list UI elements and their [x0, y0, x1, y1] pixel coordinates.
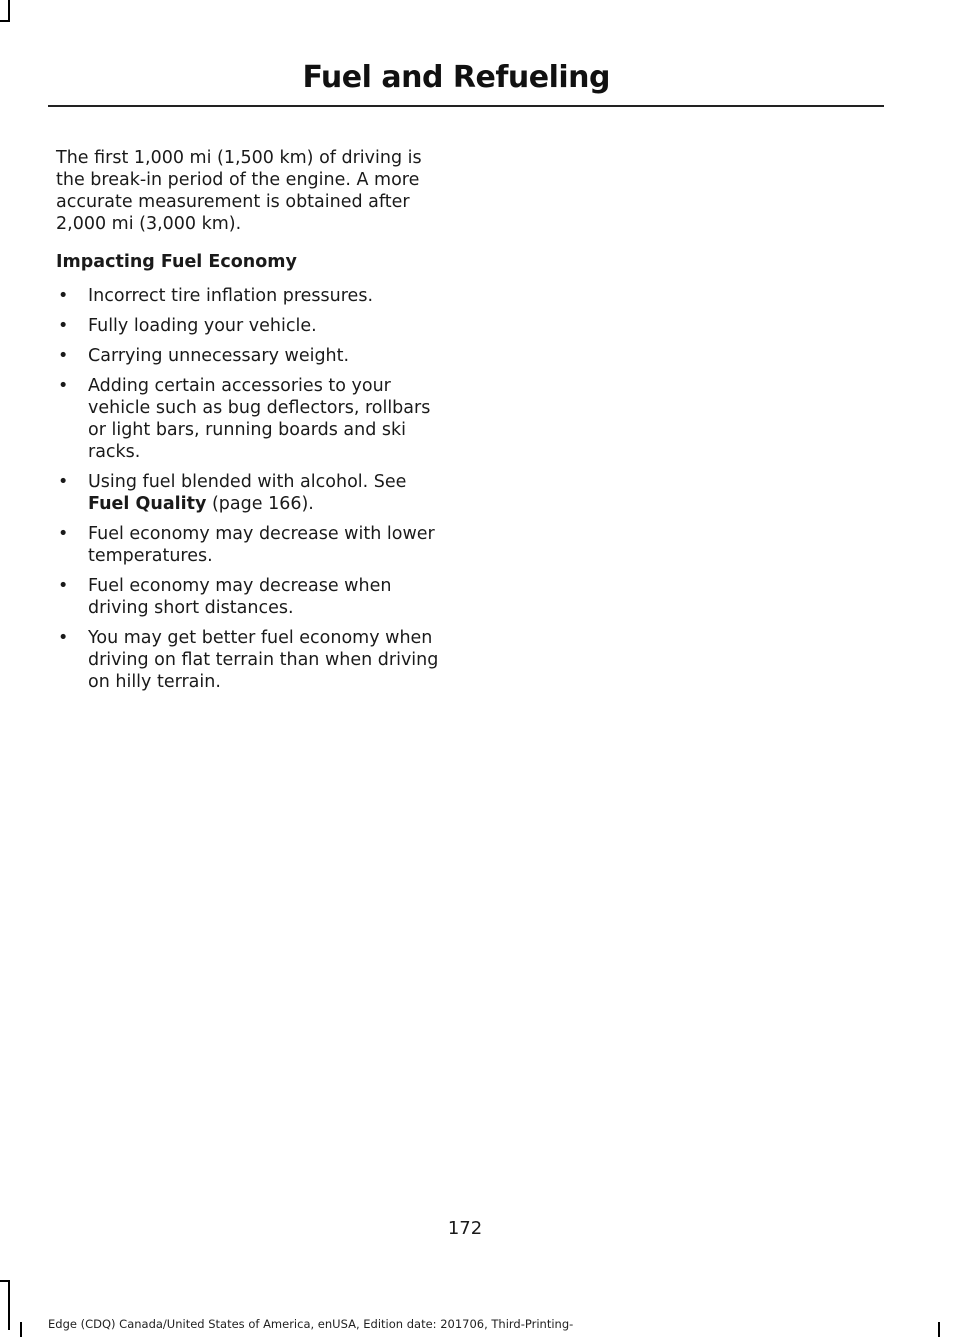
- crop-mark-bottom-left: [0, 1280, 10, 1282]
- list-item: [56, 627, 451, 693]
- bullet-icon: •: [58, 346, 69, 366]
- crop-mark-top-left: [8, 0, 10, 22]
- list-item: [56, 285, 451, 307]
- header-divider: [48, 105, 884, 107]
- crop-mark-bottom-left: [8, 1280, 10, 1330]
- page-reference: (page 166).: [206, 494, 314, 514]
- footer-edition-text: Edge (CDQ) Canada/United States of America, enUSA, Edition date: 201706, Third-Printing-: [48, 1317, 574, 1331]
- list-item-text: Incorrect tire inflation pressures.: [88, 286, 374, 306]
- list-item-text: Using fuel blended with alcohol. See: [88, 472, 407, 492]
- bullet-icon: •: [58, 524, 69, 544]
- bullet-icon: •: [58, 628, 69, 648]
- bullet-icon: •: [58, 376, 69, 396]
- list-item: [56, 345, 451, 367]
- list-item-text: You may get better fuel economy when driving on flat terrain than when driving on hilly terrain.: [88, 628, 439, 692]
- bullet-icon: •: [58, 472, 69, 492]
- bullet-icon: •: [58, 316, 69, 336]
- intro-paragraph: The first 1,000 mi (1,500 km) of driving is the break-in period of the engine. A more accurate measurement is obtained after 2,000 mi (3,000 km).: [56, 148, 422, 234]
- page-number: 172: [447, 1218, 483, 1239]
- crop-mark-top-left: [0, 20, 10, 22]
- crop-mark-bottom-right: [938, 1322, 940, 1337]
- list-item-text: Adding certain accessories to your vehicle such as bug deflectors, rollbars or light bars, running boards and ski racks.: [88, 376, 431, 462]
- list-item: [56, 523, 451, 567]
- list-item: [56, 375, 451, 463]
- section-heading: Impacting Fuel Economy: [56, 252, 297, 272]
- fuel-quality-link[interactable]: Fuel Quality: [88, 494, 207, 514]
- list-item-text: Fully loading your vehicle.: [88, 316, 317, 336]
- list-item: [56, 315, 451, 337]
- fuel-economy-list: [56, 285, 451, 693]
- list-item-text: Carrying unnecessary weight.: [88, 346, 350, 366]
- bullet-icon: •: [58, 286, 69, 306]
- bullet-icon: •: [58, 576, 69, 596]
- crop-mark-bottom-left-inner: [20, 1322, 22, 1337]
- page-title: Fuel and Refueling: [302, 60, 610, 95]
- list-item-text: Fuel economy may decrease with lower temperatures.: [88, 524, 435, 566]
- list-item-text: Fuel economy may decrease when driving short distances.: [88, 576, 392, 618]
- main-content: [56, 147, 451, 701]
- list-item: [56, 575, 451, 619]
- list-item: [56, 471, 451, 515]
